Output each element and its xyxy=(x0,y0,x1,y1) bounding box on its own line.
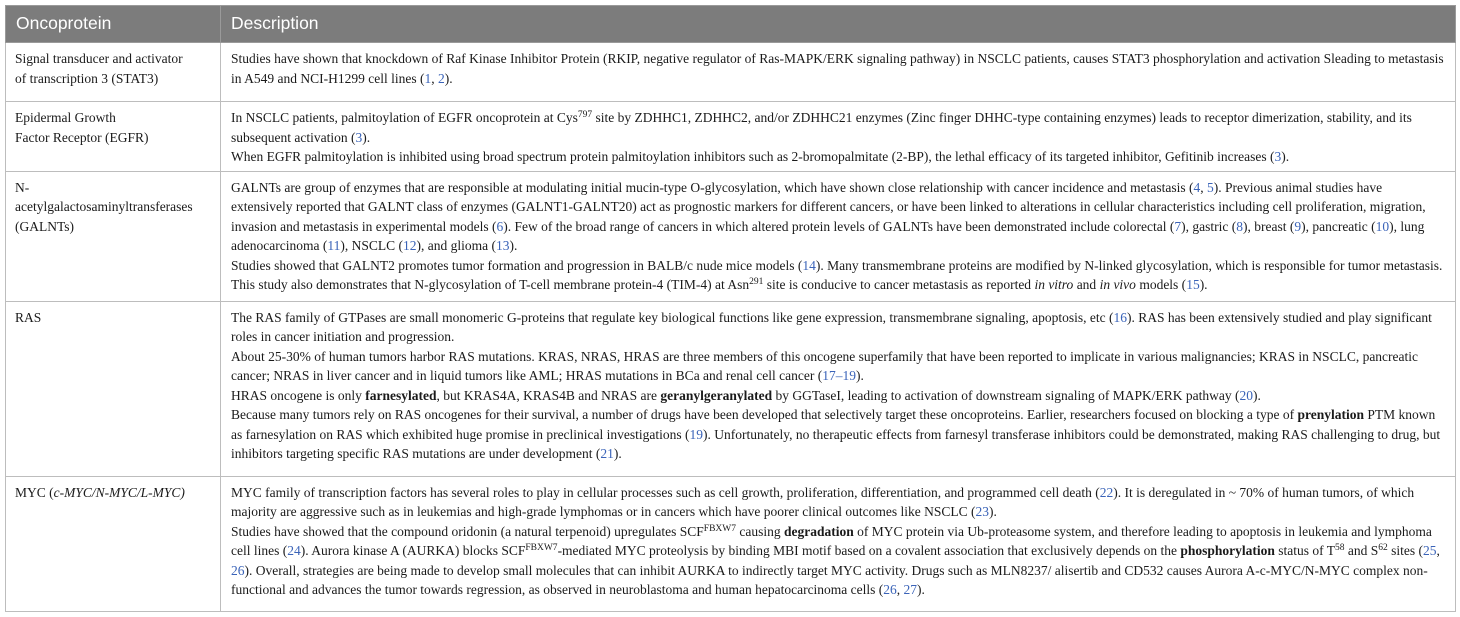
description-cell xyxy=(221,171,1456,301)
oncoprotein-name xyxy=(6,171,221,301)
reference-link[interactable]: 7 xyxy=(1174,218,1182,234)
table-row-galnts xyxy=(6,171,1456,301)
name-line: (GALNTs) xyxy=(15,218,75,234)
reference-link[interactable]: 10 xyxy=(1375,218,1390,234)
reference-link[interactable]: 13 xyxy=(495,238,510,253)
reference-link[interactable]: 6 xyxy=(496,218,504,234)
description-paragraph: In NSCLC patients, palmitoylation of EGFR oncoprotein at Cys$^{797}$ site by ZDHHC1, ZDHHC2, and/or ZDHHC21 enzymes (Zinc finger DHHC-type containing enzymes) leads to receptor dimerization, stability, and its subsequent activation (3). xyxy=(231,110,1412,145)
description-paragraph: The RAS family of GTPases are small monomeric G-proteins that regulate key biological functions like gene expression, transmembrane signaling, apoptosis, etc (16). RAS has been extensively studied and play significant roles in cancer initiation and progression. xyxy=(231,309,1432,344)
reference-link[interactable]: 9 xyxy=(1294,218,1302,234)
reference-link[interactable]: 1 xyxy=(424,70,432,86)
table-row-myc xyxy=(6,476,1456,611)
reference-link[interactable]: 24 xyxy=(287,543,301,558)
header-oncoprotein: Oncoprotein xyxy=(6,6,221,43)
reference-link[interactable]: 26 xyxy=(883,582,897,597)
reference-link[interactable]: 15 xyxy=(1186,277,1200,292)
description-paragraph: When EGFR palmitoylation is inhibited using broad spectrum protein palmitoylation inhibitors such as 2-bromopalmitate (2-BP), the lethal efficacy of its targeted inhibitor, Gefitinib increases (3). xyxy=(231,149,1290,164)
description-cell xyxy=(221,102,1456,172)
name-line: Epidermal Growth xyxy=(15,110,116,125)
header-row xyxy=(6,6,1456,43)
description-paragraph: Studies showed that GALNT2 promotes tumor formation and progression in BALB/c nude mice models (14). Many transmembrane proteins are modified by N-linked glycosylation, which is responsible for tumor metastasis. This study also demonstrates that N-glycosylation of T-cell membrane protein-4 (TIM-4) at Asn$^{291}$ site is conducive to cancer metastasis as reported in vitro and in vivo models (15). xyxy=(231,257,1443,292)
reference-link[interactable]: 12 xyxy=(402,238,417,253)
description-paragraph: GALNTs are group of enzymes that are responsible at modulating initial mucin-type O-glycosylation, which have shown close relationship with cancer incidence and metastasis (4, 5). Previous animal studies have extensively reported that GALNT class of enzymes (GALNT1-GALNT20) act as prognostic markers for different cancers, or have been linked to alterations in cellular characteristics including cell proliferation, migration, invasion and metastasis in experimental models (6). Few of the broad range of cancers in which altered protein levels of GALNTs have been demonstrated include colorectal (7), gastric (8), breast (9), pancreatic (10), lung adenocarcinoma (11), NSCLC (12), and glioma (13). xyxy=(231,179,1426,253)
reference-link[interactable]: 3 xyxy=(1274,149,1282,164)
name-line: Signal transducer and activator xyxy=(15,51,183,66)
reference-link[interactable]: 8 xyxy=(1236,218,1243,234)
reference-link[interactable]: 26 xyxy=(231,562,245,578)
reference-link[interactable]: 19 xyxy=(689,426,704,442)
description-cell xyxy=(221,43,1456,102)
reference-link[interactable]: 3 xyxy=(355,129,363,145)
description-cell xyxy=(221,301,1456,476)
table-row-ras xyxy=(6,301,1456,476)
oncoprotein-name xyxy=(6,102,221,172)
reference-link[interactable]: 11 xyxy=(327,238,341,253)
description-cell xyxy=(221,476,1456,611)
reference-link[interactable]: 16 xyxy=(1113,309,1128,325)
description-paragraph: MYC family of transcription factors has several roles to play in cellular processes such as cell growth, proliferation, differentiation, and programmed cell death (22). It is deregulated in ~ 70% of human tumors, of which majority are aggressive such as in leukemias and high-grade lymphomas or in cancers which have poorer clinical outcomes like NSCLC (23). xyxy=(231,484,1415,519)
reference-link[interactable]: 4 xyxy=(1193,179,1201,195)
name-line: acetylgalactosaminyltransferases xyxy=(15,199,193,214)
reference-link[interactable]: 14 xyxy=(802,257,816,273)
reference-link[interactable]: 21 xyxy=(600,446,614,461)
oncoprotein-name xyxy=(6,43,221,102)
reference-link[interactable]: 23 xyxy=(975,504,990,519)
description-paragraph: Studies have shown that knockdown of Raf Kinase Inhibitor Protein (RKIP, negative regulator of Ras-MAPK/ERK signaling pathway) in NSCLC patients, causes STAT3 phosphorylation and activation Sleading to metastasis in A549 and NCI-H1299 cell lines (1, 2). xyxy=(231,51,1444,86)
oncoprotein-table xyxy=(5,5,1456,612)
table-row-stat3 xyxy=(6,43,1456,102)
reference-link[interactable]: 25 xyxy=(1423,543,1437,558)
name-line: Factor Receptor (EGFR) xyxy=(15,129,149,145)
description-paragraph: About 25-30% of human tumors harbor RAS mutations. KRAS, NRAS, HRAS are three members of this oncogene superfamily that have been reported to implicate in various malignancies; KRAS in NSCLC, pancreatic cancer; NRAS in liver cancer and in liquid tumors like AML; HRAS mutations in BCa and renal cell cancer (17–19). xyxy=(231,348,1419,383)
table-row-egfr xyxy=(6,102,1456,172)
reference-link[interactable]: 20 xyxy=(1239,387,1253,403)
reference-link[interactable]: 2 xyxy=(437,70,445,86)
description-paragraph: Because many tumors rely on RAS oncogenes for their survival, a number of drugs have been developed that selectively target these oncoproteins. Earlier, researchers focused on blocking a type of prenylation PTM known as farnesylation on RAS which exhibited huge promise in preclinical investigations (19). Unfortunately, no therapeutic effects from farnesyl transferase inhibitors could be demonstrated, making RAS challenging to drug, but inhibitors targeting specific RAS mutations are under development (21). xyxy=(231,407,1441,461)
description-paragraph: HRAS oncogene is only farnesylated, but KRAS4A, KRAS4B and NRAS are geranylgeranylated by GGTaseI, leading to activation of downstream signaling of MAPK/ERK pathway (20). xyxy=(231,387,1261,403)
name-line: N- xyxy=(15,179,30,195)
header-description: Description xyxy=(221,6,1456,43)
oncoprotein-name: MYC (c-MYC/N-MYC/L-MYC) xyxy=(6,476,221,611)
reference-link[interactable]: 17–19 xyxy=(822,368,856,383)
reference-link[interactable]: 22 xyxy=(1099,484,1114,500)
name-line: of transcription 3 (STAT3) xyxy=(15,70,159,86)
description-paragraph: Studies have showed that the compound oridonin (a natural terpenoid) upregulates $SCF^{FBXW7}$ causing degradation of MYC protein via Ub-proteasome system, and therefore leading to apoptosis in leukemia and lymphoma cell lines (24). Aurora kinase A (AURKA) blocks $SCF^{FBXW7}$-mediated MYC proteolysis by binding MBI motif based on a covalent association that exclusively depends on the phosphorylation status of $T^{58}$ and $S^{62}$ sites (25, 26). Overall, strategies are being made to develop small molecules that can inhibit AURKA to indirectly target MYC activity. Drugs such as MLN8237/ alisertib and CD532 causes Aurora A-c-MYC/N-MYC complex non-functional and advances the tumor towards regression, as observed in neuroblastoma and human hepatocarcinoma cells (26, 27). xyxy=(231,523,1440,597)
reference-link[interactable]: 27 xyxy=(903,582,918,597)
oncoprotein-name: RAS xyxy=(6,301,221,476)
reference-link[interactable]: 5 xyxy=(1207,179,1214,195)
